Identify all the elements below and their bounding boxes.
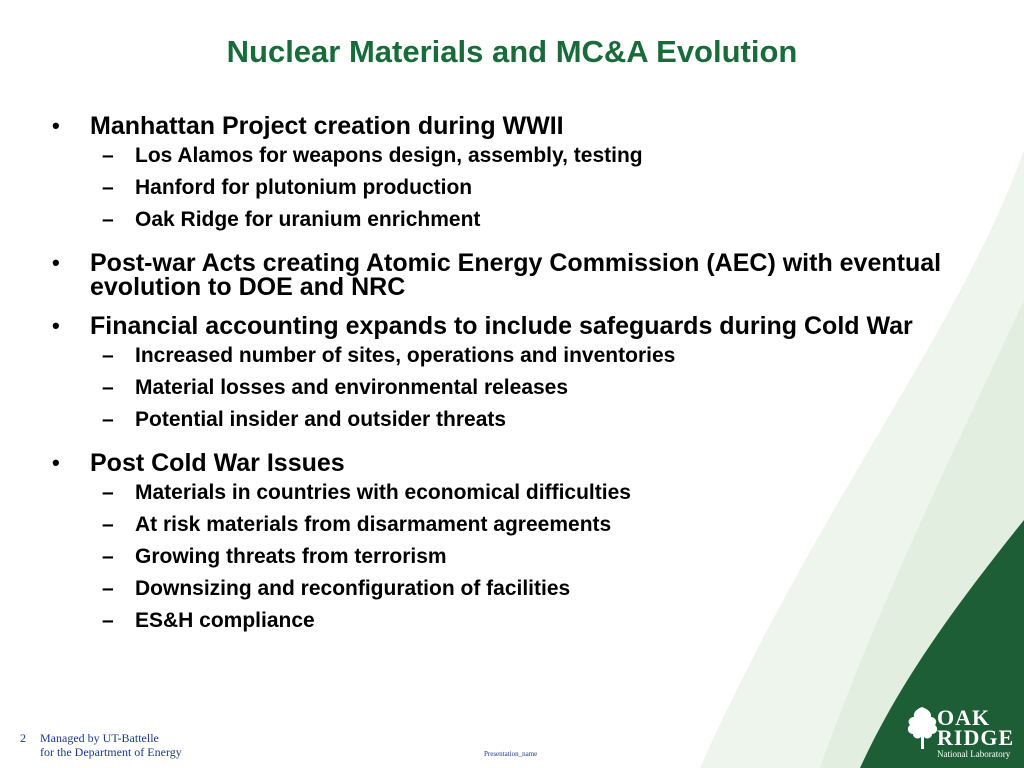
sub-bullet-list xyxy=(52,340,972,436)
bullet-item xyxy=(52,251,972,299)
dash-icon: – xyxy=(102,376,114,399)
dash-icon: – xyxy=(102,609,114,632)
bullet-dot-icon: • xyxy=(52,313,60,338)
sub-bullet-text: Hanford for plutonium production xyxy=(135,176,473,199)
oak-ridge-logo xyxy=(905,705,1017,763)
bullet-list xyxy=(52,110,972,637)
logo-word-national-laboratory: National Laboratory xyxy=(937,749,1011,759)
slide-title: Nuclear Materials and MC&A Evolution xyxy=(226,34,798,69)
dash-icon: – xyxy=(102,513,114,536)
sub-bullet-text: Material losses and environmental releases xyxy=(135,376,569,399)
sub-bullet-item xyxy=(52,541,972,573)
bullet-dot-icon: • xyxy=(52,250,60,275)
sub-bullet-text: Potential insider and outsider threats xyxy=(135,408,507,431)
sub-bullet-item xyxy=(52,340,972,372)
dash-icon: – xyxy=(102,408,114,431)
bullet-text: Financial accounting expands to include safeguards during Cold War xyxy=(90,312,913,340)
dash-icon: – xyxy=(102,144,114,167)
department-line: for the Department of Energy xyxy=(40,745,182,759)
slide-number: 2 xyxy=(20,731,26,745)
sub-bullet-text: At risk materials from disarmament agreements xyxy=(135,513,612,536)
logo-word-ridge: RIDGE xyxy=(937,725,1015,750)
logo-word-oak: OAK xyxy=(937,705,991,730)
sub-bullet-text: ES&H compliance xyxy=(135,609,315,632)
sub-bullet-text: Materials in countries with economical difficulties xyxy=(135,481,631,504)
sub-bullet-item xyxy=(52,605,972,637)
sub-bullet-item xyxy=(52,140,972,172)
sub-bullet-list xyxy=(52,477,972,637)
sub-bullet-text: Los Alamos for weapons design, assembly, testing xyxy=(135,144,643,167)
sub-bullet-text: Increased number of sites, operations and inventories xyxy=(135,344,676,367)
sub-bullet-text: Oak Ridge for uranium enrichment xyxy=(135,208,481,231)
sub-bullet-item xyxy=(52,172,972,204)
dash-icon: – xyxy=(102,208,114,231)
bullet-text: Post Cold War Issues xyxy=(90,449,345,477)
bullet-item xyxy=(52,314,972,338)
sub-bullet-item xyxy=(52,509,972,541)
bullet-dot-icon: • xyxy=(52,450,60,475)
dash-icon: – xyxy=(102,176,114,199)
oak-tree-icon xyxy=(905,705,939,751)
dash-icon: – xyxy=(102,481,114,504)
bullet-text: Manhattan Project creation during WWII xyxy=(90,112,564,140)
managed-by-line: Managed by UT-Battelle xyxy=(40,731,159,745)
sub-bullet-item xyxy=(52,204,972,236)
sub-bullet-list xyxy=(52,140,972,236)
dash-icon: – xyxy=(102,577,114,600)
dash-icon: – xyxy=(102,344,114,367)
sub-bullet-item xyxy=(52,372,972,404)
sub-bullet-item xyxy=(52,573,972,605)
bullet-text: Post-war Acts creating Atomic Energy Commission (AEC) with eventual evolution to DOE and NRC xyxy=(90,249,942,301)
sub-bullet-text: Downsizing and reconfiguration of facilities xyxy=(135,577,571,600)
presentation-name: Presentation_name xyxy=(484,750,538,758)
dash-icon: – xyxy=(102,545,114,568)
sub-bullet-item xyxy=(52,477,972,509)
sub-bullet-item xyxy=(52,404,972,436)
bullet-item xyxy=(52,114,972,138)
bullet-dot-icon: • xyxy=(52,113,60,138)
sub-bullet-text: Growing threats from terrorism xyxy=(135,545,447,568)
bullet-item xyxy=(52,451,972,475)
